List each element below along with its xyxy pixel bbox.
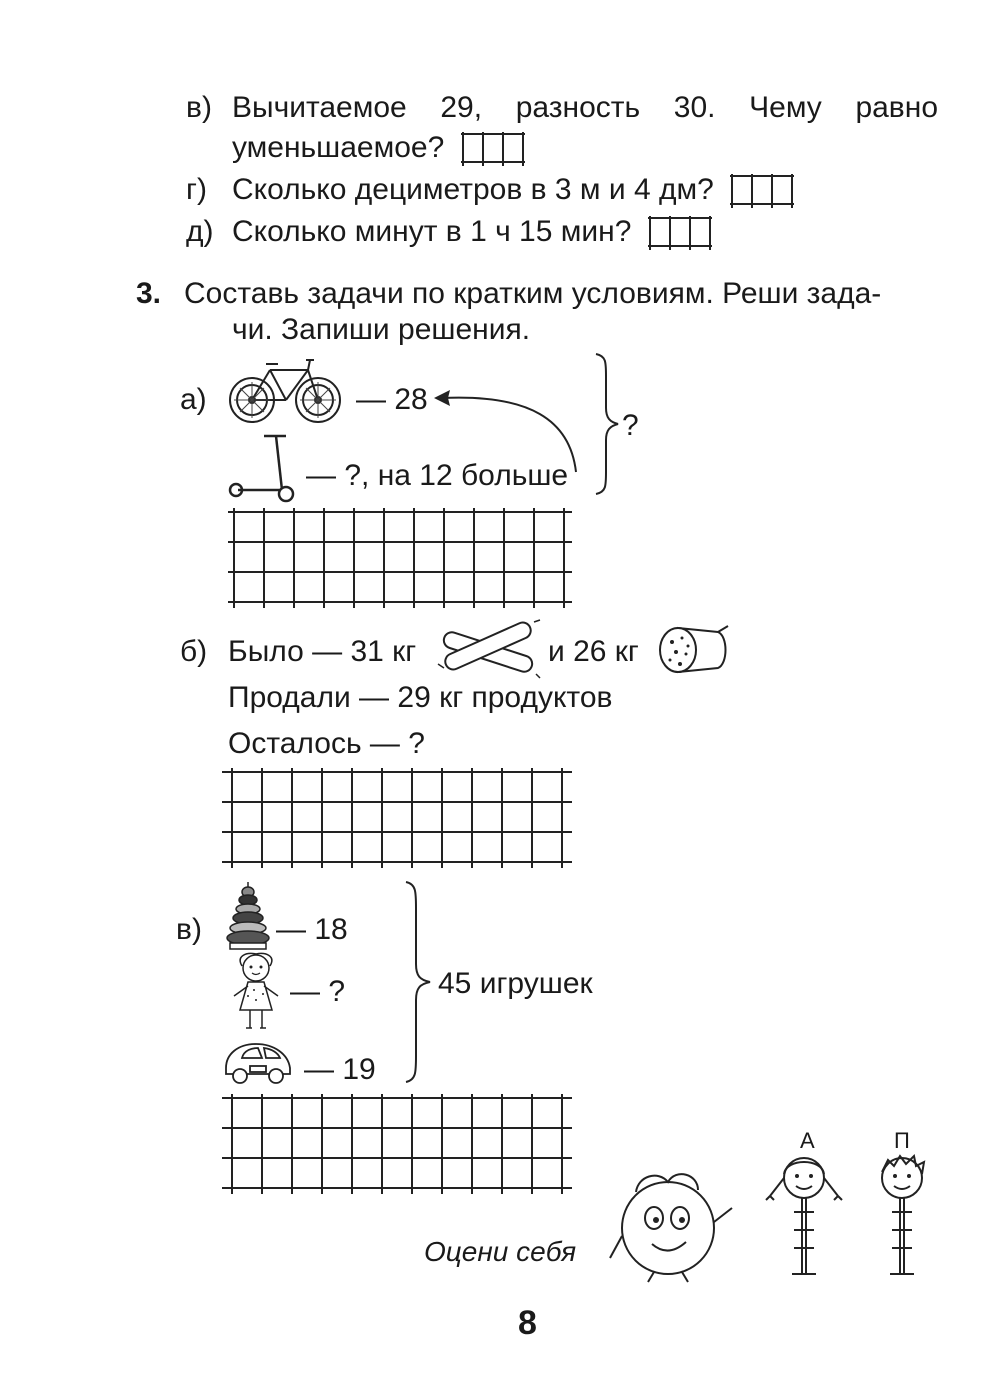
- item-v-line2: [232, 130, 525, 166]
- toy-car-icon: [222, 1038, 294, 1086]
- item-g-text: Сколько дециметров в 3 м и 4 дм?: [232, 173, 714, 206]
- comparison-arrow: [420, 380, 590, 480]
- task3b-label: б): [180, 635, 208, 668]
- task3-line1: Составь задачи по кратким условиям. Реши зада-: [184, 277, 882, 310]
- brace-a: [592, 352, 622, 496]
- answer-grid-b[interactable]: [222, 768, 572, 868]
- letter-a: А: [800, 1128, 815, 1153]
- item-d-label: д): [186, 215, 214, 248]
- toy-pyramid-icon: [224, 880, 272, 952]
- task3b-line3: Осталось — ?: [228, 727, 425, 760]
- page-number: 8: [518, 1304, 537, 1342]
- task3-number: 3.: [136, 277, 162, 310]
- cheese-sausage-icon: [656, 624, 730, 676]
- bicycle-icon: [226, 356, 344, 428]
- item-g-label: г): [186, 173, 207, 206]
- total-toys: 45 игрушек: [438, 967, 593, 1000]
- bicycle-value: — 28: [356, 383, 428, 416]
- letter-p: П: [894, 1128, 910, 1153]
- pyramid-value: — 18: [276, 913, 348, 946]
- sausages-icon: [436, 616, 542, 680]
- answer-box-v[interactable]: [461, 132, 525, 166]
- doll-value: — ?: [290, 975, 346, 1008]
- doll-icon: [226, 952, 286, 1034]
- answer-box-d[interactable]: [648, 216, 712, 250]
- item-d-text: Сколько минут в 1 ч 15 мин?: [232, 215, 632, 248]
- brace-a-question: ?: [622, 409, 639, 442]
- kolobok-mascot-icon: [602, 1162, 738, 1284]
- task3a-label: а): [180, 383, 207, 416]
- task3b-line2: Продали — 29 кг продуктов: [228, 681, 613, 714]
- item-d: [232, 214, 712, 250]
- item-v-label: в): [186, 91, 212, 124]
- self-assess-text: Оцени себя: [424, 1236, 577, 1267]
- scooter-text: — ?, на 12 больше: [306, 459, 569, 492]
- answer-grid-v[interactable]: [222, 1094, 572, 1194]
- car-value: — 19: [304, 1053, 376, 1086]
- boy-assessment-ladder[interactable]: [866, 1152, 936, 1278]
- task3v-label: в): [176, 913, 202, 946]
- task3b-line1b: и 26 кг: [548, 635, 639, 668]
- item-v-line1: Вычитаемое 29, разность 30. Чему равно: [232, 91, 938, 124]
- task3-line2: чи. Запиши решения.: [232, 313, 531, 346]
- girl-assessment-ladder[interactable]: [764, 1152, 844, 1278]
- answer-grid-a[interactable]: [228, 508, 572, 608]
- item-g: [232, 172, 794, 208]
- task3b-line1a: Было — 31 кг: [228, 635, 417, 668]
- answer-box-g[interactable]: [730, 174, 794, 208]
- brace-v: [402, 880, 438, 1084]
- item-v-line2-text: уменьшаемое?: [232, 131, 445, 164]
- scooter-icon: [226, 432, 298, 504]
